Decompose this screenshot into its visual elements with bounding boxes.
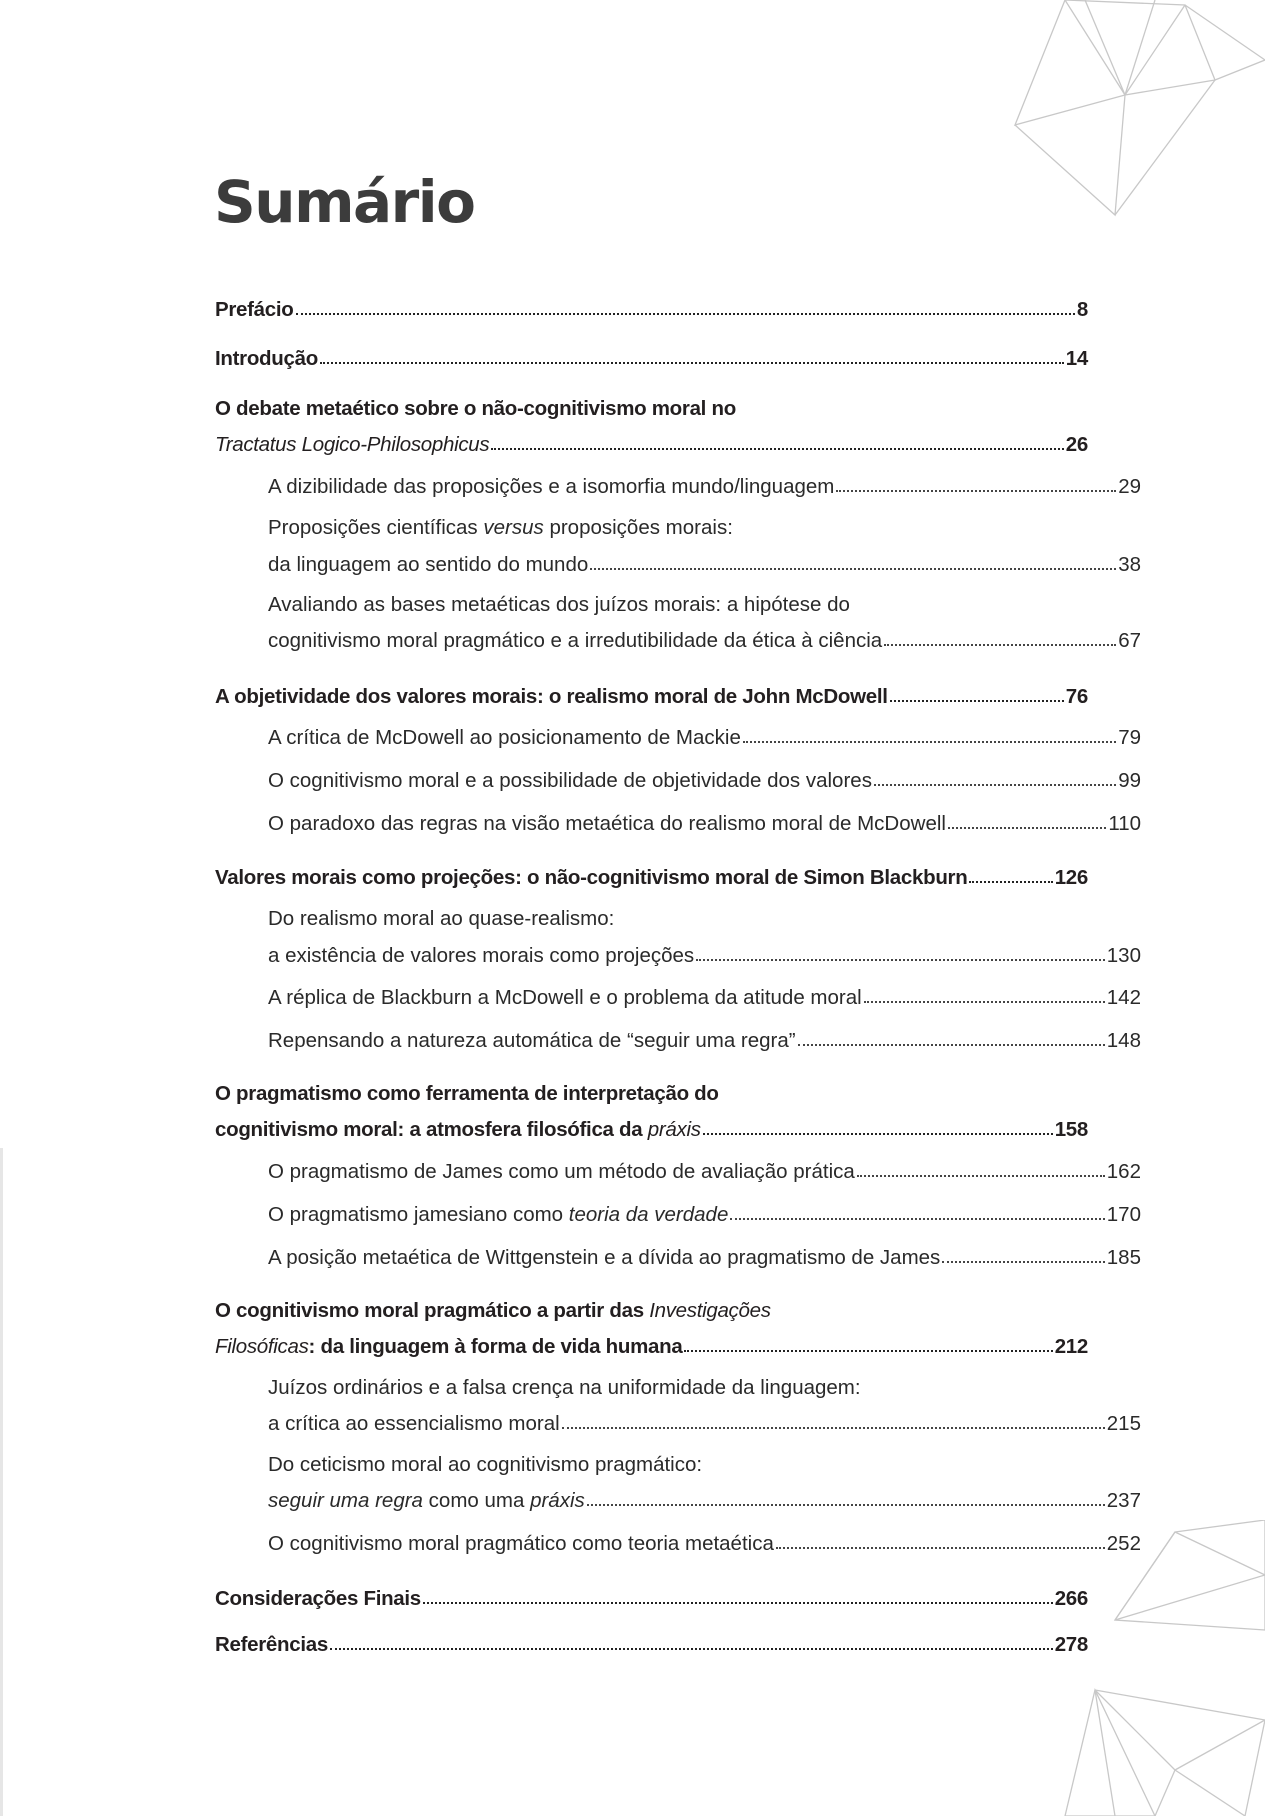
geometric-decoration-bottom-right: [1055, 1520, 1265, 1816]
title-part: como uma: [422, 1489, 531, 1512]
dot-leader: [423, 1585, 1053, 1605]
toc-entry-page: 215: [1106, 1412, 1141, 1435]
toc-entry-title-line2: da linguagem ao sentido do mundo: [268, 553, 589, 576]
toc-entry-introducao[interactable]: [215, 345, 1088, 372]
toc-entry-page: 252: [1106, 1532, 1141, 1555]
toc-entry-page: 170: [1106, 1203, 1141, 1226]
toc-entry-title: Prefácio: [215, 298, 294, 321]
toc-entry-title: A dizibilidade das proposições e a isomorfia mundo/linguagem: [268, 475, 835, 498]
toc-entry-title: A crítica de McDowell ao posicionamento de Mackie: [268, 726, 741, 749]
dot-leader: [884, 627, 1116, 647]
toc-entry-title: Valores morais como projeções: o não-cognitivismo moral de Simon Blackburn: [215, 866, 968, 889]
toc-entry-title: Referências: [215, 1633, 328, 1656]
toc-entry-title: A objetividade dos valores morais: o realismo moral de John McDowell: [215, 685, 888, 708]
toc-entry-title-line1[interactable]: Do ceticismo moral ao cognitivismo pragmático:: [268, 1453, 703, 1476]
title-part: cognitivismo moral: a atmosfera filosófica da: [215, 1118, 648, 1141]
dot-leader: [776, 1530, 1105, 1550]
toc-entry-title-line1[interactable]: Juízos ordinários e a falsa crença na uniformidade da linguagem:: [268, 1376, 861, 1399]
toc-entry-section[interactable]: [268, 767, 1141, 794]
title-part: proposições morais:: [543, 516, 733, 539]
toc-entry-chapter-5[interactable]: [215, 1333, 1088, 1360]
toc-entry-chapter-4[interactable]: [215, 1116, 1088, 1143]
dot-leader: [296, 296, 1075, 316]
toc-entry-page: 148: [1106, 1029, 1141, 1052]
toc-entry-title-line1[interactable]: [215, 1298, 771, 1324]
dot-leader: [590, 551, 1116, 571]
dot-leader: [948, 810, 1106, 830]
toc-entry-referencias[interactable]: [215, 1631, 1088, 1658]
dot-leader: [684, 1333, 1052, 1353]
toc-entry-page: 26: [1065, 433, 1088, 456]
toc-entry-page: 237: [1106, 1489, 1141, 1512]
toc-entry-page: 76: [1065, 685, 1088, 708]
toc-entry-title: O cognitivismo moral pragmático como teoria metaética: [268, 1532, 774, 1555]
toc-entry-title: Repensando a natureza automática de “seguir uma regra”: [268, 1029, 796, 1052]
title-part-italic: práxis: [530, 1489, 585, 1512]
toc-entry-page: 79: [1118, 726, 1141, 749]
dot-leader: [890, 683, 1064, 703]
toc-entry-section[interactable]: [268, 810, 1141, 837]
toc-entry-page: 185: [1106, 1246, 1141, 1269]
toc-entry-page: 212: [1054, 1335, 1088, 1358]
dot-leader: [696, 942, 1105, 962]
toc-entry-title: O cognitivismo moral e a possibilidade de objetividade dos valores: [268, 769, 872, 792]
dot-leader: [864, 984, 1105, 1004]
toc-entry-section[interactable]: [268, 627, 1141, 654]
toc-entry-title-line1[interactable]: [268, 515, 733, 541]
toc-entry-section[interactable]: [268, 1410, 1141, 1437]
geometric-decoration-top-right: [1005, 0, 1265, 220]
dot-leader: [562, 1410, 1105, 1430]
title-part-italic: seguir uma regra: [268, 1489, 423, 1512]
toc-entry-section[interactable]: [268, 1244, 1141, 1271]
toc-entry-page: 126: [1054, 866, 1088, 889]
toc-entry-title: A réplica de Blackburn a McDowell e o problema da atitude moral: [268, 986, 862, 1009]
title-part: O cognitivismo moral pragmático a partir das: [215, 1299, 650, 1322]
dot-leader: [857, 1158, 1105, 1178]
toc-entry-section[interactable]: [268, 1027, 1141, 1054]
toc-entry-page: 14: [1065, 347, 1088, 370]
toc-entry-page: 29: [1118, 475, 1141, 498]
dot-leader: [703, 1116, 1053, 1136]
dot-leader: [874, 767, 1116, 787]
toc-entry-section[interactable]: [268, 1487, 1141, 1514]
dot-leader: [743, 724, 1116, 744]
toc-entry-title-line2: cognitivismo moral pragmático e a irredutibilidade da ética à ciência: [268, 629, 883, 652]
toc-entry-page: 162: [1106, 1160, 1141, 1183]
toc-entry-page: 67: [1118, 629, 1141, 652]
toc-entry-page: 278: [1054, 1633, 1088, 1656]
title-part: O pragmatismo jamesiano como: [268, 1203, 569, 1226]
toc-entry-section[interactable]: [268, 942, 1141, 969]
toc-entry-title-line1[interactable]: O pragmatismo como ferramenta de interpretação do: [215, 1082, 719, 1105]
toc-entry-page: 38: [1118, 553, 1141, 576]
title-part-italic: práxis: [647, 1118, 701, 1141]
toc-entry-prefacio[interactable]: [215, 296, 1088, 323]
title-part-italic: versus: [483, 516, 544, 539]
toc-entry-title-line2: Tractatus Logico-Philosophicus: [215, 433, 490, 456]
title-part-italic: teoria da verdade: [568, 1203, 729, 1226]
toc-entry-page: 142: [1106, 986, 1141, 1009]
dot-leader: [969, 864, 1052, 884]
toc-entry-chapter-3[interactable]: [215, 864, 1088, 891]
toc-entry-title: O paradoxo das regras na visão metaética do realismo moral de McDowell: [268, 812, 946, 835]
dot-leader: [730, 1201, 1104, 1221]
toc-entry-title-line2: a existência de valores morais como projeções: [268, 944, 695, 967]
toc-entry-section[interactable]: [268, 473, 1141, 500]
dot-leader: [330, 1631, 1053, 1651]
toc-entry-section[interactable]: [268, 1201, 1141, 1228]
title-part-italic: Investigações: [649, 1299, 771, 1322]
title-part-italic: Filosóficas: [215, 1335, 309, 1358]
toc-entry-title: A posição metaética de Wittgenstein e a dívida ao pragmatismo de James: [268, 1246, 941, 1269]
toc-entry-title-line1[interactable]: Avaliando as bases metaéticas dos juízos morais: a hipótese do: [268, 593, 850, 616]
toc-entry-section[interactable]: [268, 724, 1141, 751]
toc-entry-page: 110: [1108, 812, 1141, 835]
toc-entry-title-line2: a crítica ao essencialismo moral: [268, 1412, 560, 1435]
toc-entry-page: 8: [1076, 298, 1088, 321]
toc-entry-section[interactable]: [268, 551, 1141, 578]
dot-leader: [320, 345, 1064, 365]
dot-leader: [587, 1487, 1105, 1507]
toc-entry-title-line1[interactable]: O debate metaético sobre o não-cognitivismo moral no: [215, 397, 736, 420]
title-part: Proposições científicas: [268, 516, 484, 539]
dot-leader: [798, 1027, 1105, 1047]
toc-entry-title-line1[interactable]: Do realismo moral ao quase-realismo:: [268, 907, 615, 930]
toc-entry-page: 99: [1118, 769, 1141, 792]
toc-entry-title: Considerações Finais: [215, 1587, 421, 1610]
toc-entry-chapter-2[interactable]: [215, 683, 1088, 710]
toc-entry-title: O pragmatismo de James como um método de avaliação prática: [268, 1160, 855, 1183]
page-title: Sumário: [214, 168, 475, 236]
dot-leader: [942, 1244, 1104, 1264]
toc-entry-consideracoes-finais[interactable]: [215, 1585, 1088, 1612]
page-edge-mark: [0, 1148, 3, 1816]
toc-entry-page: 266: [1054, 1587, 1088, 1610]
dot-leader: [491, 431, 1063, 451]
toc-entry-title: Introdução: [215, 347, 318, 370]
toc-entry-section[interactable]: [268, 1158, 1141, 1185]
toc-entry-section[interactable]: [268, 984, 1141, 1011]
toc-entry-page: 158: [1054, 1118, 1088, 1141]
dot-leader: [836, 473, 1116, 493]
title-part: : da linguagem à forma de vida humana: [308, 1335, 683, 1358]
toc-entry-chapter-1[interactable]: [215, 431, 1088, 458]
toc-entry-page: 130: [1106, 944, 1141, 967]
toc-entry-section[interactable]: [268, 1530, 1141, 1557]
